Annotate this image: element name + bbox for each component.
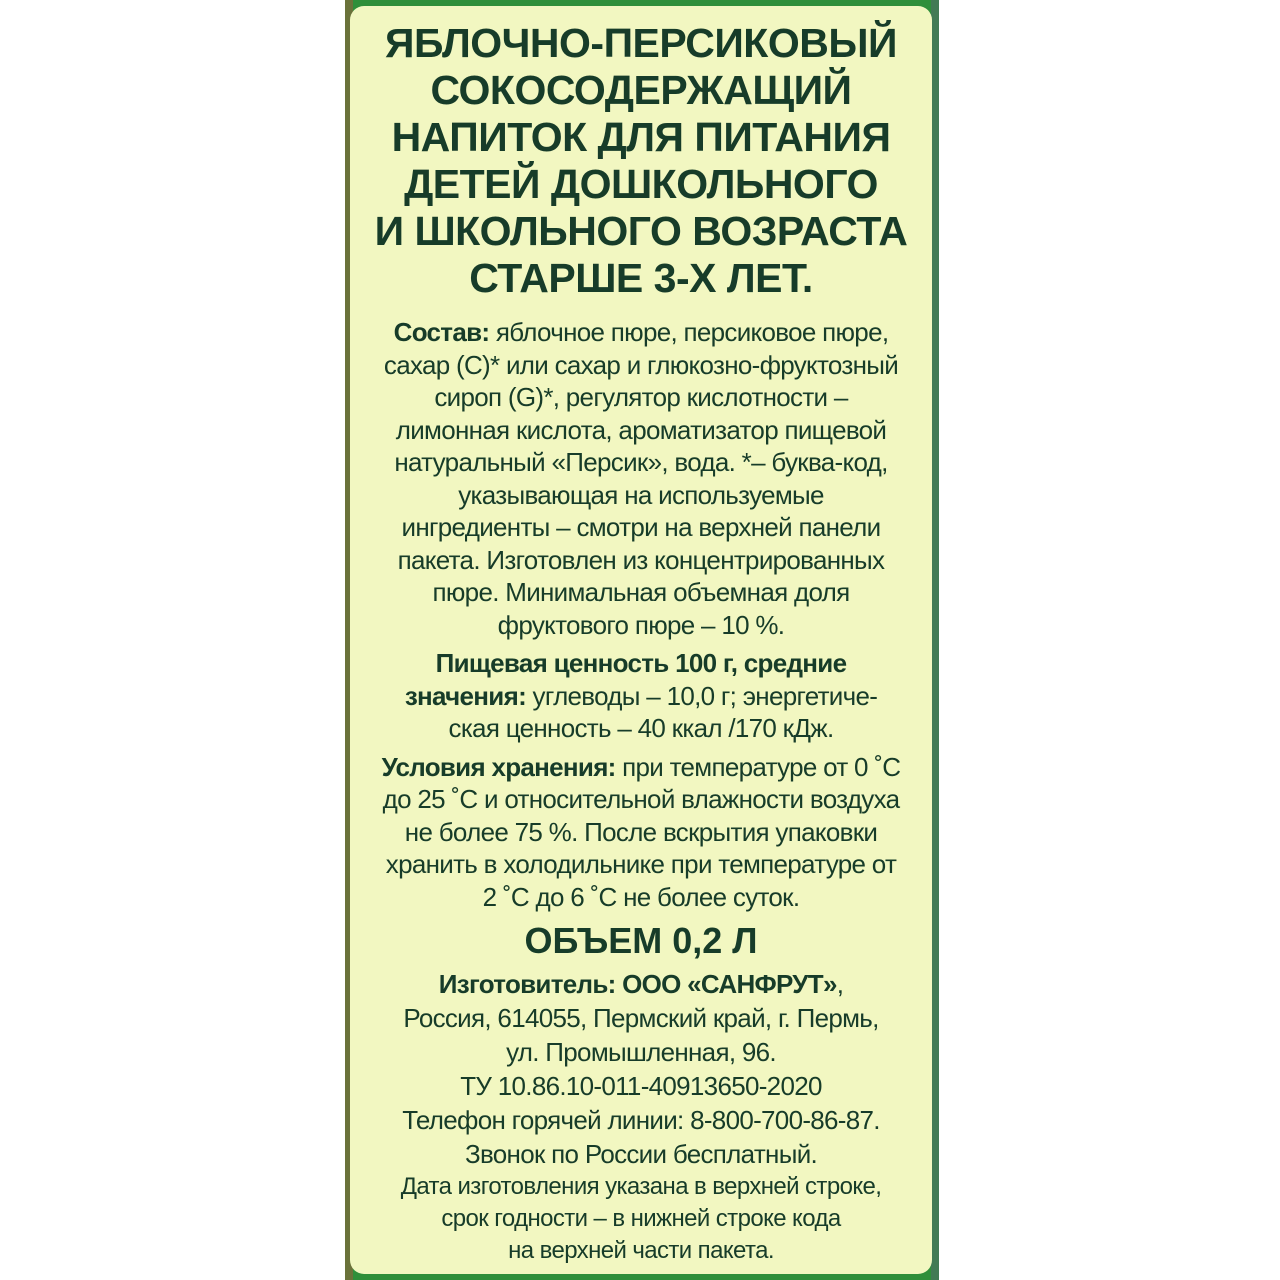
- manufacturer-comma: ,: [836, 969, 844, 999]
- nutrition-label-line: [366, 647, 916, 680]
- address-line: Россия, 614055, Пермский край, г. Пермь,: [403, 1003, 879, 1033]
- package-edge-right: [931, 0, 939, 1280]
- title-line: СОКОСОДЕРЖАЩИЙ: [430, 67, 852, 113]
- composition-line: натуральный «Персик», вода. *– буква-код,: [394, 447, 888, 477]
- hotline-line: Звонок по России бесплатный.: [464, 1139, 818, 1169]
- storage-line: не более 75 %. После вскрытия упаковки: [404, 816, 878, 847]
- composition-line: указывающая на используемые: [458, 479, 824, 510]
- title-line: СТАРШЕ 3-Х ЛЕТ.: [469, 255, 813, 301]
- storage-line: до 25 ˚С и относительной влажности воздуха: [382, 784, 900, 814]
- address-line: ул. Промышленная, 96.: [506, 1037, 776, 1067]
- volume-label: ОБЪЕМ 0,2 Л: [524, 920, 758, 961]
- manufacturer-line: [366, 967, 916, 1001]
- composition-line: пакета. Изготовлен из концентрированных: [397, 544, 885, 575]
- storage-section: [366, 751, 916, 914]
- storage-text: при температуре от 0 ˚С: [615, 751, 901, 782]
- dates-note-line: Дата изготовления указана в верхней строке,: [400, 1173, 882, 1200]
- nutrition-section: [366, 647, 916, 745]
- composition-line: пюре. Минимальная объемная доля: [432, 577, 850, 607]
- nutrition-line: [366, 680, 916, 713]
- title-line: ДЕТЕЙ ДОШКОЛЬНОГО: [404, 161, 878, 207]
- storage-line: хранить в холодильнике при температуре от: [385, 849, 897, 879]
- nutrition-line: ская ценность – 40 ккал /170 кДж.: [448, 713, 834, 743]
- tu-code: ТУ 10.86.10-011-40913650-2020: [460, 1071, 822, 1101]
- nutrition-label-2: значения:: [404, 680, 527, 711]
- composition-section: [366, 316, 916, 641]
- composition-line: лимонная кислота, ароматизатор пищевой: [395, 414, 887, 445]
- composition-line: сироп (G)*, регулятор кислотности –: [434, 382, 848, 412]
- storage-label: Условия хранения:: [381, 751, 616, 782]
- storage-line: [366, 751, 916, 784]
- dates-note-line: срок годности – в нижней строке кода: [441, 1205, 841, 1232]
- title-line: ЯБЛОЧНО-ПЕРСИКОВЫЙ: [385, 20, 897, 66]
- composition-line: сахар (С)* или сахар и глюкозно-фруктозный: [383, 349, 899, 380]
- storage-line: 2 ˚С до 6 ˚С не более суток.: [482, 881, 800, 912]
- nutrition-text: углеводы – 10,0 г; энергетиче-: [526, 680, 878, 711]
- composition-line: [366, 316, 916, 349]
- label-panel: [350, 6, 932, 1274]
- nutrition-label: Пищевая ценность 100 г, средние: [435, 648, 847, 678]
- hotline-line: Телефон горячей линии: 8-800-700-86-87.: [402, 1105, 880, 1135]
- title-line: И ШКОЛЬНОГО ВОЗРАСТА: [374, 208, 908, 254]
- dates-note: [366, 1171, 916, 1267]
- title-line: НАПИТОК ДЛЯ ПИТАНИЯ: [391, 114, 891, 160]
- composition-line: фруктового пюре – 10 %.: [497, 609, 785, 640]
- manufacturer-label: Изготовитель: ООО «САНФРУТ»: [438, 969, 837, 999]
- dates-note-line: на верхней части пакета.: [508, 1237, 774, 1264]
- composition-line: ингредиенты – смотри на верхней панели: [401, 512, 881, 542]
- composition-text: яблочное пюре, персиковое пюре,: [489, 317, 889, 347]
- manufacturer-section: [366, 967, 916, 1171]
- composition-label: Состав:: [393, 317, 490, 347]
- product-title: [366, 20, 916, 302]
